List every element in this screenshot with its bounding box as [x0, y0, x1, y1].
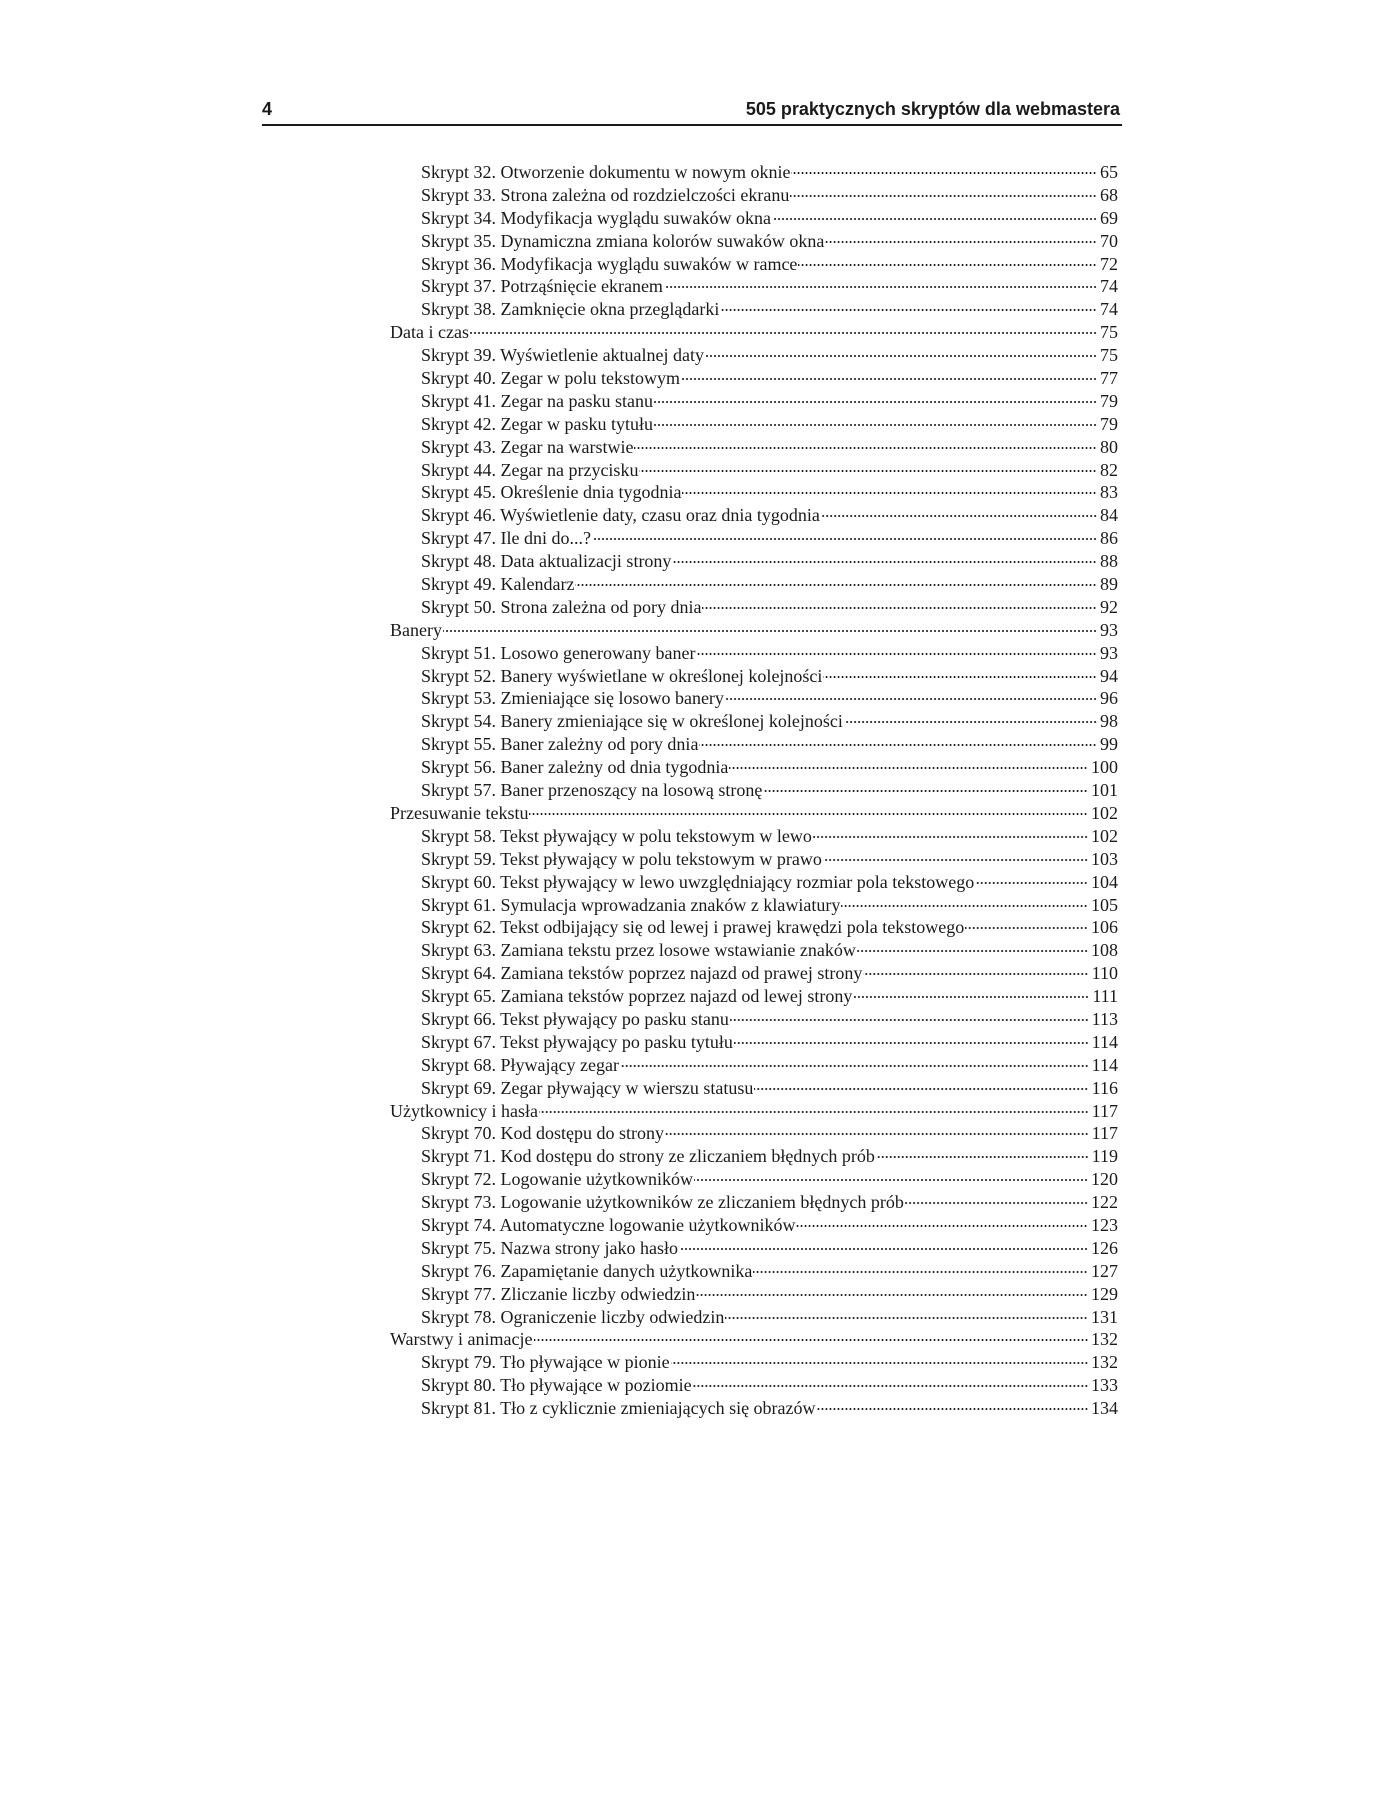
toc-entry-title: Banery	[390, 619, 442, 640]
toc-entry	[390, 939, 1118, 962]
toc-entry	[390, 825, 1118, 848]
toc-entry-title: Skrypt 50. Strona zależna od pory dnia	[421, 596, 702, 617]
toc-section	[390, 1100, 1118, 1123]
toc-entry	[390, 527, 1118, 550]
dot-leader	[679, 1248, 1088, 1250]
toc-entry	[390, 1054, 1118, 1077]
toc-entry-page: 127	[1091, 1260, 1118, 1281]
dot-leader	[853, 996, 1089, 998]
toc-entry-title: Skrypt 79. Tło pływające w pionie	[421, 1352, 670, 1373]
toc-entry-title: Skrypt 49. Kalendarz	[421, 574, 575, 595]
dot-leader	[699, 744, 1097, 746]
toc-entry	[390, 687, 1118, 710]
running-header	[262, 96, 1120, 122]
toc-entry-title: Skrypt 42. Zegar w pasku tytułu	[421, 413, 653, 434]
dot-leader	[753, 1271, 1088, 1273]
toc-entry	[390, 1214, 1118, 1237]
toc-entry-page: 74	[1100, 276, 1118, 297]
header-rule	[262, 124, 1122, 126]
toc-entry-title: Skrypt 74. Automatyczne logowanie użytkowników	[421, 1214, 796, 1235]
toc-entry-title: Skrypt 78. Ograniczenie liczby odwiedzin	[421, 1306, 725, 1327]
toc-entry-page: 123	[1091, 1214, 1118, 1235]
toc-entry-title: Skrypt 65. Zamiana tekstów poprzez najazd od lewej strony	[421, 986, 853, 1007]
toc-entry	[390, 207, 1118, 230]
toc-entry	[390, 1237, 1118, 1260]
toc-entry-title: Skrypt 64. Zamiana tekstów poprzez najazd od prawej strony	[421, 963, 863, 984]
dot-leader	[823, 859, 1088, 861]
toc-entry	[390, 1008, 1118, 1031]
dot-leader	[905, 1202, 1088, 1204]
toc-entry-page: 126	[1091, 1237, 1118, 1258]
dot-leader	[975, 882, 1088, 884]
toc-entry-page: 96	[1100, 688, 1118, 709]
toc-entry	[390, 1122, 1118, 1145]
toc-entry	[390, 916, 1118, 939]
toc-entry-title: Skrypt 67. Tekst pływający po pasku tytułu	[421, 1031, 733, 1052]
toc-entry-title: Skrypt 62. Tekst odbijający się od lewej i prawej krawędzi pola tekstowego	[421, 917, 965, 938]
toc-entry-page: 116	[1091, 1077, 1118, 1098]
dot-leader	[823, 676, 1097, 678]
toc-section	[390, 321, 1118, 344]
toc-entry-page: 129	[1091, 1283, 1118, 1304]
dot-leader	[965, 927, 1088, 929]
toc-entry	[390, 1351, 1118, 1374]
dot-leader	[857, 950, 1088, 952]
dot-leader	[665, 1133, 1089, 1135]
toc-entry	[390, 298, 1118, 321]
dot-leader	[696, 1294, 1088, 1296]
toc-entry	[390, 1283, 1118, 1306]
dot-leader	[671, 1362, 1088, 1364]
toc-entry-page: 83	[1100, 482, 1118, 503]
toc-entry-title: Skrypt 36. Modyfikacja wyglądu suwaków w ramce	[421, 253, 798, 274]
page-number: 4	[262, 99, 273, 119]
toc-entry-page: 70	[1100, 230, 1118, 251]
toc-entry-title: Skrypt 32. Otworzenie dokumentu w nowym oknie	[421, 162, 791, 182]
toc-entry	[390, 1077, 1118, 1100]
toc-entry-title: Przesuwanie tekstu	[390, 802, 529, 823]
dot-leader	[705, 355, 1097, 357]
toc-entry-title: Skrypt 54. Banery zmieniające się w określonej kolejności	[421, 711, 843, 732]
toc-entry-page: 133	[1091, 1375, 1118, 1396]
dot-leader	[841, 905, 1088, 907]
toc-entry	[390, 710, 1118, 733]
toc-entry-page: 86	[1100, 528, 1118, 549]
dot-leader	[754, 1088, 1088, 1090]
toc-entry-title: Skrypt 61. Symulacja wprowadzania znaków z klawiatury	[421, 894, 841, 915]
toc-entry	[390, 161, 1118, 184]
toc-entry-page: 111	[1092, 986, 1118, 1007]
toc-entry-page: 79	[1100, 413, 1118, 434]
toc-entry-title: Skrypt 57. Baner przenoszący na losową stronę	[421, 780, 763, 801]
toc-entry-page: 113	[1091, 1008, 1118, 1029]
toc-entry-title: Skrypt 33. Strona zależna od rozdzielczości ekranu	[421, 184, 790, 205]
toc-entry-page: 100	[1091, 757, 1118, 778]
toc-entry	[390, 962, 1118, 985]
toc-entry	[390, 642, 1118, 665]
toc-entry	[390, 756, 1118, 779]
toc-entry-page: 114	[1091, 1031, 1118, 1052]
toc-entry-page: 134	[1091, 1398, 1118, 1419]
toc-entry-page: 117	[1091, 1100, 1118, 1121]
toc-entry-page: 98	[1100, 711, 1118, 732]
toc-entry-page: 101	[1091, 780, 1118, 801]
toc-entry-title: Skrypt 72. Logowanie użytkowników	[421, 1169, 693, 1190]
toc-entry-title: Skrypt 76. Zapamiętanie danych użytkownika	[421, 1260, 753, 1281]
dot-leader	[798, 264, 1097, 266]
toc-entry	[390, 367, 1118, 390]
toc-entry	[390, 871, 1118, 894]
dot-leader	[620, 1065, 1089, 1067]
dot-leader	[682, 492, 1097, 494]
toc-entry-title: Skrypt 70. Kod dostępu do strony	[421, 1123, 664, 1144]
toc-entry-page: 102	[1091, 825, 1118, 846]
toc-entry-title: Skrypt 56. Baner zależny od dnia tygodnia	[421, 757, 729, 778]
toc-entry-page: 132	[1091, 1329, 1118, 1350]
dot-leader	[825, 241, 1097, 243]
toc-entry	[390, 253, 1118, 276]
toc-entry	[390, 436, 1118, 459]
toc-entry-title: Skrypt 66. Tekst pływający po pasku stanu	[421, 1008, 729, 1029]
dot-leader	[876, 1156, 1089, 1158]
dot-leader	[696, 653, 1097, 655]
dot-leader	[790, 195, 1097, 197]
book-title: 505 praktycznych skryptów dla webmastera	[745, 99, 1120, 119]
toc-entry-page: 132	[1091, 1352, 1118, 1373]
toc-entry	[390, 779, 1118, 802]
toc-entry-title: Skrypt 43. Zegar na warstwie	[421, 436, 634, 457]
toc-entry	[390, 504, 1118, 527]
dot-leader	[575, 584, 1097, 586]
dot-leader	[821, 515, 1097, 517]
toc-entry-title: Skrypt 39. Wyświetlenie aktualnej daty	[421, 345, 705, 366]
toc-entry-page: 92	[1100, 596, 1118, 617]
toc-entry	[390, 184, 1118, 207]
dot-leader	[534, 1339, 1089, 1341]
toc-entry-page: 103	[1091, 848, 1118, 869]
toc-entry	[390, 848, 1118, 871]
toc-entry-title: Skrypt 44. Zegar na przycisku	[421, 459, 639, 480]
toc-entry-title: Skrypt 35. Dynamiczna zmiana kolorów suwaków okna	[421, 230, 825, 251]
toc-entry-page: 74	[1100, 299, 1118, 320]
toc-entry-title: Skrypt 81. Tło z cyklicznie zmieniających się obrazów	[421, 1398, 816, 1419]
toc-entry-title: Skrypt 68. Pływający zegar	[421, 1054, 619, 1075]
dot-leader	[634, 447, 1097, 449]
toc-entry-title: Warstwy i animacje	[390, 1329, 533, 1350]
toc-entry-page: 93	[1100, 642, 1118, 663]
toc-entry-title: Skrypt 69. Zegar pływający w wierszu statusu	[421, 1077, 754, 1098]
toc-entry-page: 88	[1100, 551, 1118, 572]
toc-entry-page: 94	[1100, 665, 1118, 686]
dot-leader	[694, 1179, 1088, 1181]
toc-entry-page: 77	[1100, 368, 1118, 389]
dot-leader	[734, 1042, 1089, 1044]
dot-leader	[791, 172, 1097, 174]
toc-entry-page: 106	[1091, 917, 1118, 938]
toc-entry	[390, 413, 1118, 436]
dot-leader	[654, 401, 1097, 403]
dot-leader	[693, 1385, 1088, 1387]
toc-entry	[390, 1306, 1118, 1329]
toc-entry-page: 65	[1100, 162, 1118, 182]
toc-entry-page: 104	[1091, 871, 1118, 892]
toc-section	[390, 1328, 1118, 1351]
dot-leader	[443, 630, 1097, 632]
toc-entry-title: Skrypt 47. Ile dni do...?	[421, 528, 591, 549]
toc-entry	[390, 1260, 1118, 1283]
dot-leader	[539, 1111, 1089, 1113]
toc-entry	[390, 733, 1118, 756]
toc-entry	[390, 894, 1118, 917]
toc-entry	[390, 1191, 1118, 1214]
toc-entry	[390, 275, 1118, 298]
toc-section	[390, 802, 1118, 825]
toc-entry-title: Skrypt 51. Losowo generowany baner	[421, 642, 696, 663]
toc-entry-page: 68	[1100, 184, 1118, 205]
toc-entry-page: 120	[1091, 1169, 1118, 1190]
toc-entry	[390, 481, 1118, 504]
toc-entry	[390, 1031, 1118, 1054]
toc-entry-page: 82	[1100, 459, 1118, 480]
toc-entry-title: Skrypt 59. Tekst pływający w polu tekstowym w prawo	[421, 848, 822, 869]
toc-entry-title: Skrypt 34. Modyfikacja wyglądu suwaków okna	[421, 207, 771, 228]
toc-entry-page: 102	[1091, 802, 1118, 823]
dot-leader	[529, 813, 1088, 815]
dot-leader	[796, 1225, 1088, 1227]
toc-entry-title: Data i czas	[390, 322, 469, 343]
dot-leader	[639, 470, 1097, 472]
toc-entry-title: Skrypt 45. Określenie dnia tygodnia	[421, 482, 682, 503]
toc-entry-page: 122	[1091, 1192, 1118, 1213]
toc-entry-title: Skrypt 63. Zamiana tekstu przez losowe wstawianie znaków	[421, 940, 856, 961]
toc-entry-page: 119	[1091, 1146, 1118, 1167]
toc-entry-page: 75	[1100, 322, 1118, 343]
dot-leader	[863, 973, 1088, 975]
dot-leader	[725, 698, 1097, 700]
toc-entry	[390, 573, 1118, 596]
dot-leader	[654, 424, 1097, 426]
toc-entry-page: 110	[1091, 963, 1118, 984]
toc-entry-title: Skrypt 55. Baner zależny od pory dnia	[421, 734, 699, 755]
dot-leader	[844, 721, 1097, 723]
toc-entry	[390, 1397, 1118, 1420]
toc-entry-title: Skrypt 37. Potrząśnięcie ekranem	[421, 276, 663, 297]
toc-entry	[390, 1374, 1118, 1397]
toc-entry-page: 99	[1100, 734, 1118, 755]
toc-entry	[390, 390, 1118, 413]
toc-entry	[390, 459, 1118, 482]
toc-entry-title: Skrypt 77. Zliczanie liczby odwiedzin	[421, 1283, 696, 1304]
toc-entry-title: Skrypt 80. Tło pływające w poziomie	[421, 1375, 692, 1396]
toc-entry	[390, 230, 1118, 253]
dot-leader	[470, 332, 1097, 334]
dot-leader	[592, 538, 1097, 540]
toc-entry-page: 75	[1100, 345, 1118, 366]
toc-entry-title: Skrypt 38. Zamknięcie okna przeglądarki	[421, 299, 720, 320]
toc-entry	[390, 1168, 1118, 1191]
dot-leader	[813, 836, 1088, 838]
toc-entry-title: Użytkownicy i hasła	[390, 1100, 538, 1121]
toc-entry	[390, 550, 1118, 573]
table-of-contents	[390, 161, 1118, 1420]
toc-entry-page: 114	[1091, 1054, 1118, 1075]
dot-leader	[681, 378, 1097, 380]
toc-entry-page: 93	[1100, 619, 1118, 640]
dot-leader	[702, 607, 1097, 609]
toc-entry	[390, 596, 1118, 619]
toc-entry-title: Skrypt 58. Tekst pływający w polu tekstowym w lewo	[421, 825, 812, 846]
toc-entry	[390, 1145, 1118, 1168]
toc-entry-page: 117	[1091, 1123, 1118, 1144]
toc-entry-title: Skrypt 48. Data aktualizacji strony	[421, 551, 672, 572]
toc-entry-title: Skrypt 53. Zmieniające się losowo banery	[421, 688, 724, 709]
dot-leader	[729, 767, 1088, 769]
dot-leader	[672, 561, 1097, 563]
toc-entry-title: Skrypt 46. Wyświetlenie daty, czasu oraz dnia tygodnia	[421, 505, 820, 526]
toc-entry-title: Skrypt 41. Zegar na pasku stanu	[421, 390, 653, 411]
toc-entry-page: 72	[1100, 253, 1118, 274]
toc-entry	[390, 344, 1118, 367]
toc-entry-title: Skrypt 40. Zegar w polu tekstowym	[421, 368, 680, 389]
toc-entry-title: Skrypt 73. Logowanie użytkowników ze zliczaniem błędnych prób	[421, 1192, 904, 1213]
toc-entry-page: 84	[1100, 505, 1118, 526]
toc-entry	[390, 985, 1118, 1008]
dot-leader	[817, 1408, 1088, 1410]
toc-entry-page: 108	[1091, 940, 1118, 961]
toc-entry	[390, 665, 1118, 688]
dot-leader	[725, 1317, 1088, 1319]
toc-entry-page: 131	[1091, 1306, 1118, 1327]
toc-entry-page: 80	[1100, 436, 1118, 457]
toc-section	[390, 619, 1118, 642]
toc-entry-title: Skrypt 60. Tekst pływający w lewo uwzględniający rozmiar pola tekstowego	[421, 871, 975, 892]
dot-leader	[772, 218, 1097, 220]
dot-leader	[730, 1019, 1089, 1021]
toc-entry-page: 89	[1100, 574, 1118, 595]
toc-entry-title: Skrypt 71. Kod dostępu do strony ze zliczaniem błędnych prób	[421, 1146, 875, 1167]
toc-entry-title: Skrypt 52. Banery wyświetlane w określonej kolejności	[421, 665, 823, 686]
dot-leader	[720, 309, 1097, 311]
toc-entry-page: 105	[1091, 894, 1118, 915]
toc-entry-page: 69	[1100, 207, 1118, 228]
dot-leader	[664, 286, 1097, 288]
toc-entry-page: 79	[1100, 390, 1118, 411]
dot-leader	[763, 790, 1088, 792]
toc-entry-title: Skrypt 75. Nazwa strony jako hasło	[421, 1237, 678, 1258]
